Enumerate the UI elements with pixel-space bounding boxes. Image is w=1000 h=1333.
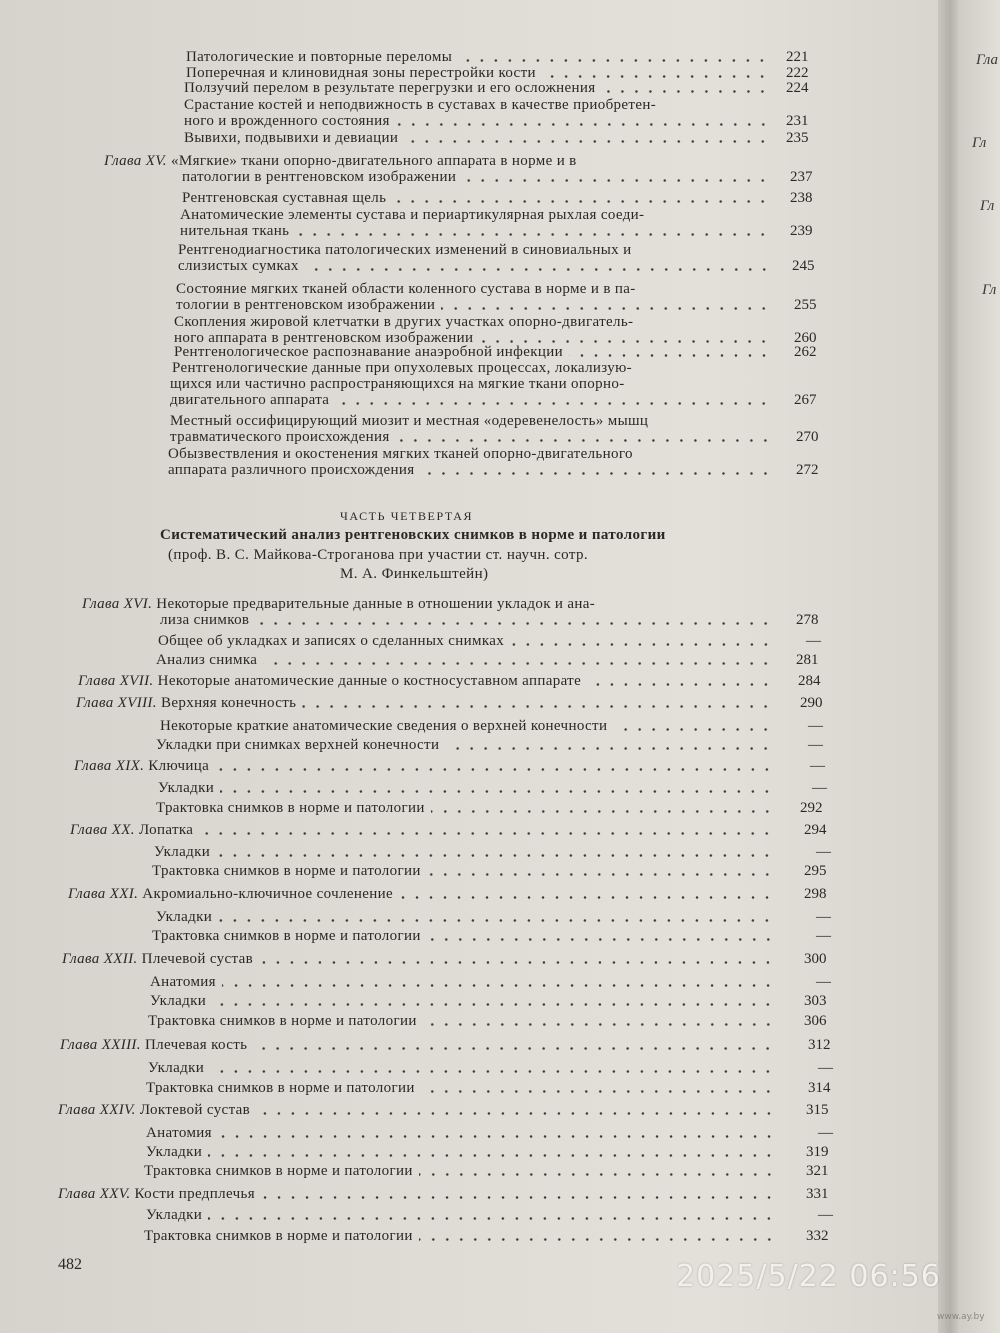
facing-page-fragment: Гл bbox=[980, 198, 995, 214]
entry-page-number: 267 bbox=[794, 392, 817, 408]
dot-leader bbox=[419, 1173, 776, 1176]
entry-page-number: 332 bbox=[806, 1228, 829, 1244]
chapter-label: Глава XXII. bbox=[62, 951, 138, 967]
entry-title: «Мягкие» ткани опорно-двигательного аппарата в норме и в bbox=[171, 153, 577, 169]
entry-title: ного и врожденного состояния bbox=[184, 113, 390, 129]
entry-title: лиза снимков bbox=[160, 612, 250, 628]
entry-page-number: — bbox=[810, 758, 825, 774]
entry-title: слизистых сумках bbox=[178, 258, 299, 274]
entry-title: Трактовка снимков в норме и патологии bbox=[144, 1228, 413, 1244]
entry-title: Общее об укладках и записях о сделанных снимках bbox=[158, 633, 505, 649]
entry-title: Акромиально-ключичное сочленение bbox=[142, 886, 393, 902]
dot-leader bbox=[404, 140, 770, 143]
entry-title: Скопления жировой клетчатки в других участках опорно-двигатель- bbox=[174, 314, 634, 330]
dot-leader bbox=[305, 268, 771, 271]
chapter-entry bbox=[62, 948, 781, 968]
dot-leader bbox=[208, 1217, 776, 1220]
dot-leader bbox=[263, 662, 773, 665]
entry-page-number: — bbox=[818, 1207, 833, 1223]
dot-leader bbox=[256, 1112, 776, 1115]
entry-title: Лопатка bbox=[138, 822, 194, 838]
toc-entry bbox=[150, 971, 781, 991]
dot-leader bbox=[396, 123, 770, 126]
dot-leader bbox=[510, 643, 773, 646]
entry-page-number: 231 bbox=[786, 113, 809, 129]
chapter-label: Глава XV. bbox=[104, 153, 167, 169]
chapter-label: Глава XXIII. bbox=[60, 1037, 141, 1053]
dot-leader bbox=[421, 472, 772, 475]
dot-leader bbox=[399, 896, 774, 899]
entry-title: тологии в рентгеновском изображении bbox=[176, 297, 436, 313]
page-number: 482 bbox=[58, 1256, 82, 1273]
toc-entry bbox=[160, 609, 779, 629]
entry-page-number: 294 bbox=[804, 822, 827, 838]
dot-leader bbox=[423, 1023, 775, 1026]
entry-page-number: — bbox=[808, 737, 823, 753]
entry-title: Трактовка снимков в норме и патологии bbox=[152, 863, 421, 879]
entry-title: Рентгеновская суставная щель bbox=[182, 190, 387, 206]
entry-title: Анатомические элементы сустава и периартикулярная рыхлая соеди- bbox=[180, 207, 645, 223]
entry-page-number: 270 bbox=[796, 429, 819, 445]
dot-leader bbox=[587, 683, 773, 686]
entry-title: Ползучий перелом в результате перегрузки и его осложнения bbox=[184, 80, 596, 96]
toc-entry bbox=[152, 925, 781, 945]
entry-page-number: 290 bbox=[800, 695, 823, 711]
dot-leader bbox=[216, 854, 774, 857]
book-gutter bbox=[938, 0, 960, 1333]
entry-title: Местный оссифицирующий миозит и местная «одеревенелость» мышц bbox=[170, 413, 649, 429]
chapter-label: Глава XXI. bbox=[68, 886, 139, 902]
entry-title: Вывихи, подвывихи и девиации bbox=[184, 130, 399, 146]
toc-entry bbox=[146, 1077, 781, 1097]
chapter-label: Глава XXV. bbox=[58, 1186, 131, 1202]
toc-entry bbox=[156, 906, 780, 926]
entry-page-number: — bbox=[812, 780, 827, 796]
part-title: Систематический анализ рентгеновских снимков в норме и патологии bbox=[160, 527, 666, 543]
entry-title: Рентгенологические данные при опухолевых процессах, локализую- bbox=[172, 360, 632, 376]
dot-leader bbox=[441, 307, 771, 310]
entry-page-number: 295 bbox=[804, 863, 827, 879]
dot-leader bbox=[212, 1003, 775, 1006]
entry-page-number: 224 bbox=[786, 80, 809, 96]
entry-page-number: 278 bbox=[796, 612, 819, 628]
toc-entry bbox=[146, 1204, 782, 1224]
entry-page-number: — bbox=[818, 1125, 833, 1141]
facing-page-fragment: Гл bbox=[982, 282, 997, 298]
dot-leader bbox=[295, 233, 770, 236]
toc-entry bbox=[158, 777, 780, 797]
dot-leader bbox=[199, 832, 774, 835]
chapter-entry bbox=[58, 1183, 782, 1203]
dot-leader bbox=[445, 747, 773, 750]
entry-title: Укладки bbox=[158, 780, 215, 796]
entry-title: Трактовка снимков в норме и патологии bbox=[148, 1013, 417, 1029]
dot-leader bbox=[431, 810, 774, 813]
entry-title: Срастание костей и неподвижность в суставах в качестве приобретен- bbox=[184, 97, 657, 113]
dot-leader bbox=[259, 961, 775, 964]
entry-page-number: 237 bbox=[790, 169, 813, 185]
chapter-entry bbox=[60, 1034, 781, 1054]
entry-title: Укладки bbox=[156, 909, 213, 925]
entry-page-number: 262 bbox=[794, 344, 817, 360]
entry-title: Верхняя конечность bbox=[161, 695, 297, 711]
entry-page-number: — bbox=[816, 974, 831, 990]
dot-leader bbox=[427, 873, 774, 876]
entry-title: патологии в рентгеновском изображении bbox=[182, 169, 457, 185]
entry-title: Состояние мягких тканей области коленного сустава в норме и в па- bbox=[176, 281, 636, 297]
entry-title: Трактовка снимков в норме и патологии bbox=[144, 1163, 413, 1179]
dot-leader bbox=[613, 728, 773, 731]
entry-page-number: 284 bbox=[798, 673, 821, 689]
entry-title: Плечевая кость bbox=[145, 1037, 248, 1053]
entry-title: нительная ткань bbox=[180, 223, 290, 239]
entry-title: Некоторые краткие анатомические сведения о верхней конечности bbox=[160, 718, 608, 734]
part-heading: ЧАСТЬ ЧЕТВЕРТАЯ bbox=[340, 509, 474, 523]
toc-entry bbox=[160, 715, 779, 735]
chapter-entry bbox=[58, 1099, 782, 1119]
entry-page-number: — bbox=[816, 928, 831, 944]
entry-title: Патологические и повторные переломы bbox=[186, 49, 453, 65]
chapter-label: Глава XX. bbox=[70, 822, 135, 838]
entry-title: Ключица bbox=[148, 758, 210, 774]
entry-page-number: — bbox=[808, 718, 823, 734]
entry-title: аппарата различного происхождения bbox=[168, 462, 415, 478]
entry-title: Укладки bbox=[150, 993, 207, 1009]
entry-page-number: 222 bbox=[786, 65, 809, 81]
entry-page-number: 314 bbox=[808, 1080, 831, 1096]
chapter-label: Глава XIX. bbox=[74, 758, 145, 774]
entry-title: ного аппарата в рентгеновском изображении bbox=[174, 330, 474, 346]
dot-leader bbox=[392, 200, 770, 203]
toc-entry bbox=[146, 1122, 782, 1142]
entry-title: Укладки bbox=[146, 1207, 203, 1223]
entry-title: Укладки bbox=[148, 1060, 205, 1076]
watermark: www.ay.by bbox=[937, 1312, 985, 1322]
entry-page-number: 331 bbox=[806, 1186, 829, 1202]
entry-page-number: 303 bbox=[804, 993, 827, 1009]
entry-page-number: 298 bbox=[804, 886, 827, 902]
toc-entry bbox=[148, 1010, 781, 1030]
toc-entry bbox=[156, 734, 779, 754]
entry-page-number: 315 bbox=[806, 1102, 829, 1118]
chapter-entry bbox=[78, 670, 779, 690]
entry-page-number: — bbox=[816, 844, 831, 860]
entry-page-number: — bbox=[816, 909, 831, 925]
entry-title: Рентгенодиагностика патологических изменений в синовиальных и bbox=[178, 242, 632, 258]
entry-page-number: 312 bbox=[808, 1037, 831, 1053]
entry-page-number: 260 bbox=[794, 330, 817, 346]
dot-leader bbox=[602, 90, 769, 93]
entry-page-number: 238 bbox=[790, 190, 813, 206]
entry-title: Рентгенологическое распознавание анаэробной инфекции bbox=[174, 344, 564, 360]
toc-entry bbox=[178, 255, 777, 275]
entry-page-number: 235 bbox=[786, 130, 809, 146]
dot-leader bbox=[222, 984, 775, 987]
toc-entry bbox=[154, 841, 780, 861]
entry-title: Укладки bbox=[154, 844, 211, 860]
chapter-entry bbox=[68, 883, 780, 903]
chapter-entry bbox=[76, 692, 779, 712]
dot-leader bbox=[210, 1070, 775, 1073]
entry-title: Поперечная и клиновидная зоны перестройки кости bbox=[186, 65, 536, 81]
entry-page-number: 255 bbox=[794, 297, 817, 313]
entry-title: Обызвествления и окостенения мягких тканей опорно-двигательного bbox=[168, 446, 633, 462]
entry-title: Трактовка снимков в норме и патологии bbox=[156, 800, 425, 816]
dot-leader bbox=[427, 938, 775, 941]
dot-leader bbox=[218, 1135, 776, 1138]
toc-entry bbox=[158, 630, 779, 650]
entry-page-number: 221 bbox=[786, 49, 809, 65]
facing-page-fragment: Гла bbox=[976, 52, 998, 68]
dot-leader bbox=[255, 622, 773, 625]
dot-leader bbox=[220, 790, 774, 793]
toc-entry bbox=[180, 220, 776, 240]
entry-title: Локтевой сустав bbox=[139, 1102, 251, 1118]
toc-entry bbox=[168, 459, 778, 479]
entry-page-number: — bbox=[806, 633, 821, 649]
entry-title: Анатомия bbox=[150, 974, 216, 990]
chapter-label: Глава XVI. bbox=[82, 596, 153, 612]
chapter-label: Глава XXIV. bbox=[58, 1102, 136, 1118]
chapter-label: Глава XVIII. bbox=[76, 695, 157, 711]
toc-entry bbox=[156, 649, 779, 669]
dot-leader bbox=[208, 1154, 776, 1157]
photo-timestamp: 2025/5/22 06:56 bbox=[676, 1259, 941, 1294]
chapter-entry bbox=[74, 755, 780, 775]
toc-entry bbox=[148, 1057, 781, 1077]
part-authors-line-1: (проф. В. С. Майкова-Строганова при участии ст. научн. сотр. bbox=[168, 547, 589, 563]
entry-page-number: 245 bbox=[792, 258, 815, 274]
entry-title: Укладки при снимках верхней конечности bbox=[156, 737, 440, 753]
chapter-label: Глава XVII. bbox=[78, 673, 154, 689]
dot-leader bbox=[335, 402, 771, 405]
entry-page-number: 281 bbox=[796, 652, 819, 668]
toc-entry bbox=[156, 797, 780, 817]
toc-entry bbox=[146, 1141, 782, 1161]
toc-entry bbox=[170, 389, 777, 409]
entry-title: Анализ снимка bbox=[156, 652, 258, 668]
entry-title: травматического происхождения bbox=[170, 429, 390, 445]
toc-entry bbox=[144, 1160, 782, 1180]
entry-page-number: 272 bbox=[796, 462, 819, 478]
toc-entry bbox=[144, 1225, 782, 1245]
dot-leader bbox=[215, 768, 774, 771]
entry-title: Некоторые предварительные данные в отношении укладок и ана- bbox=[156, 596, 596, 612]
entry-page-number: 239 bbox=[790, 223, 813, 239]
entry-page-number: — bbox=[818, 1060, 833, 1076]
dot-leader bbox=[396, 439, 772, 442]
entry-title: Кости предплечья bbox=[134, 1186, 255, 1202]
toc-entry bbox=[184, 127, 776, 147]
entry-title: Некоторые анатомические данные о костносуставном аппарате bbox=[157, 673, 582, 689]
dot-leader bbox=[421, 1090, 775, 1093]
dot-leader bbox=[253, 1047, 775, 1050]
chapter-entry bbox=[70, 819, 780, 839]
toc-entry bbox=[152, 860, 780, 880]
entry-title: Трактовка снимков в норме и патологии bbox=[152, 928, 421, 944]
part-authors-line-2: М. А. Финкельштейн) bbox=[340, 566, 489, 582]
dot-leader bbox=[218, 919, 774, 922]
entry-title: Укладки bbox=[146, 1144, 203, 1160]
entry-page-number: 292 bbox=[800, 800, 823, 816]
entry-page-number: 300 bbox=[804, 951, 827, 967]
entry-title: Плечевой сустав bbox=[141, 951, 254, 967]
entry-title: Трактовка снимков в норме и патологии bbox=[146, 1080, 415, 1096]
dot-leader bbox=[462, 179, 770, 182]
dot-leader bbox=[261, 1196, 776, 1199]
entry-title: Анатомия bbox=[146, 1125, 212, 1141]
entry-page-number: 321 bbox=[806, 1163, 829, 1179]
dot-leader bbox=[302, 705, 773, 708]
toc-entry bbox=[150, 990, 781, 1010]
entry-title: щихся или частично распространяющихся на мягкие ткани опорно- bbox=[170, 376, 625, 392]
entry-title: двигательного аппарата bbox=[170, 392, 330, 408]
entry-page-number: 319 bbox=[806, 1144, 829, 1160]
toc-entry bbox=[182, 166, 776, 186]
dot-leader bbox=[419, 1238, 776, 1241]
facing-page-fragment: Гл bbox=[972, 135, 987, 151]
entry-page-number: 306 bbox=[804, 1013, 827, 1029]
